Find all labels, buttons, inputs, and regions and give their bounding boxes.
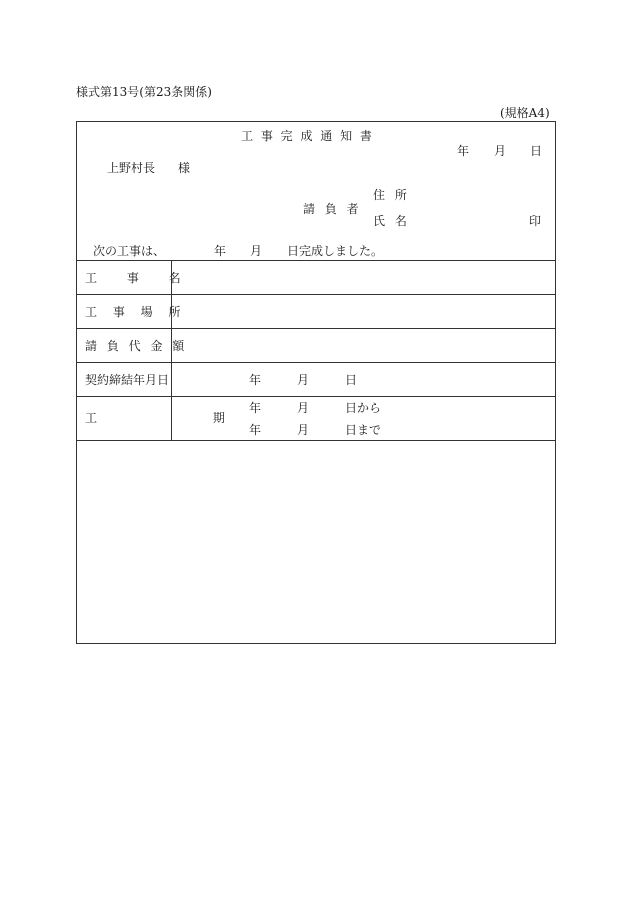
statement-year: 年 [214,244,227,258]
row-label-project-location: 工 事 場 所 [85,305,187,319]
statement-month: 月 [250,244,263,258]
document-title: 工 事 完 成 通 知 書 [241,129,374,143]
addressee-name: 上野村長 [107,161,156,175]
period-from-day: 日から [345,401,382,415]
contractor-label: 請 負 者 [303,202,362,216]
form-code: 様式第13号(第23条関係) [76,85,212,99]
date-year-label: 年 [457,144,470,158]
statement-prefix: 次の工事は、 [93,244,166,258]
period-from-year: 年 [249,401,262,415]
row-label-contract-date: 契約締結年月日 [85,373,170,387]
contract-date-month: 月 [297,373,310,387]
row-divider [77,294,555,295]
row-divider [77,362,555,363]
row-divider [77,396,555,397]
period-from-month: 月 [297,401,310,415]
period-to-month: 月 [297,423,310,437]
blank-remarks-area [77,441,555,643]
date-day-label: 日 [530,144,543,158]
row-label-construction-period: 工 期 [85,411,281,425]
row-label-contract-amount: 請 負 代 金 額 [85,339,188,353]
contract-date-year: 年 [249,373,262,387]
addressee-honorific: 様 [178,161,191,175]
period-to-day: 日まで [345,423,382,437]
contractor-name-label: 氏 名 [373,214,410,228]
row-label-project-name: 工 事 名 [85,271,194,285]
date-month-label: 月 [494,144,507,158]
contract-date-day: 日 [345,373,358,387]
statement-suffix: 日完成しました。 [287,244,384,258]
seal-mark: 印 [529,214,542,228]
paper-size-note: (規格A4) [500,106,550,120]
completion-notice-form [76,121,556,644]
period-to-year: 年 [249,423,262,437]
contractor-address-label: 住 所 [373,188,410,202]
row-divider [77,328,555,329]
table-top-rule [77,260,555,261]
